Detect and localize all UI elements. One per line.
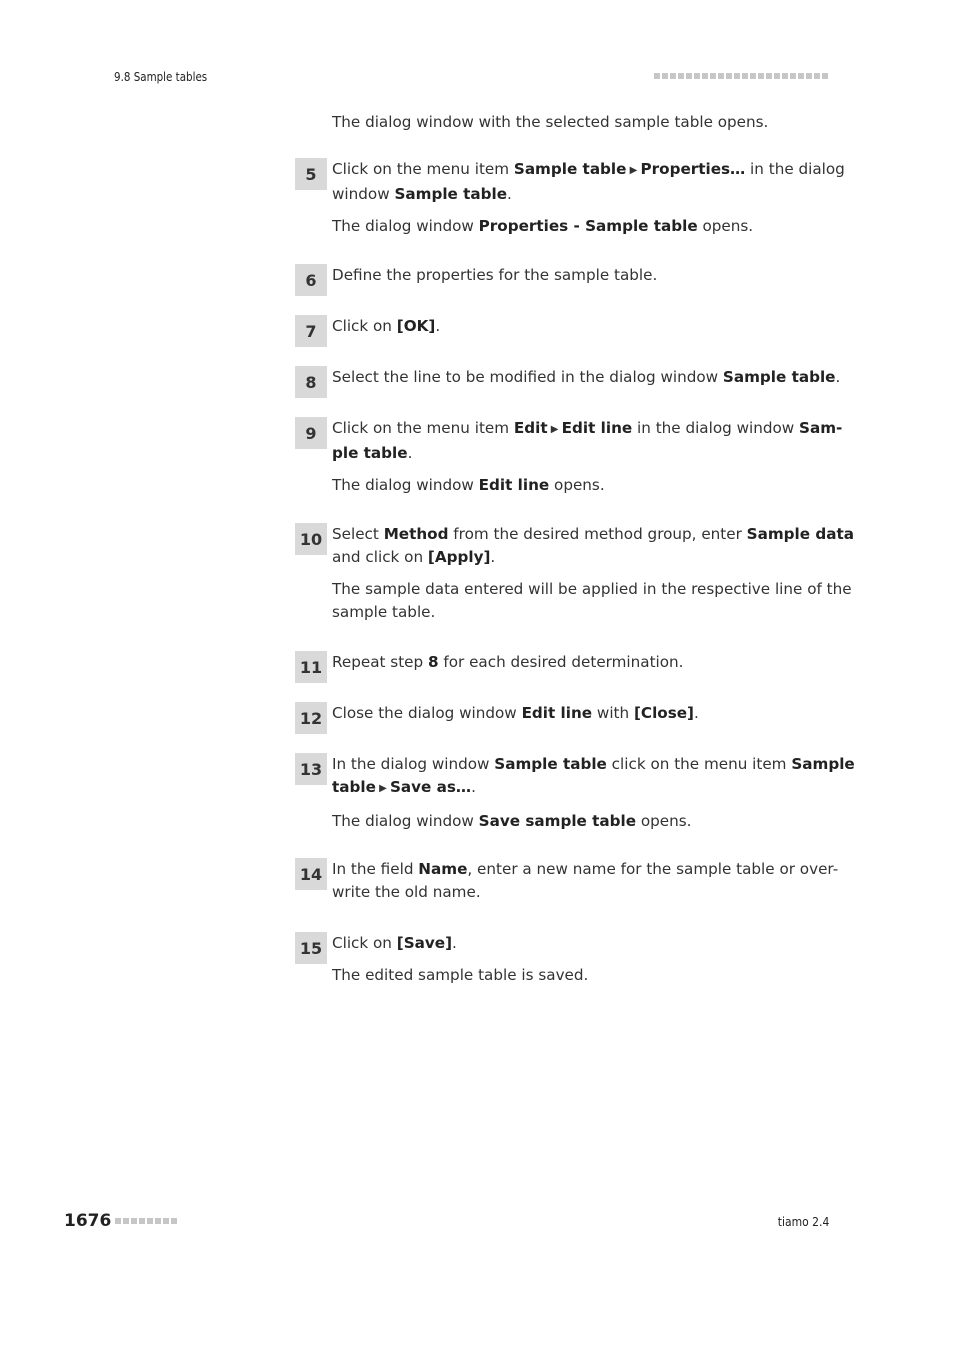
text: for each desired determination.: [438, 653, 684, 671]
step-number: 12: [295, 702, 327, 734]
text: The dialog window: [332, 476, 479, 494]
ui-term: Edit line: [521, 704, 593, 722]
step-instruction-line: [332, 858, 839, 881]
decoration-dot: [734, 73, 740, 79]
step-10: [295, 523, 854, 624]
decoration-dot: [798, 73, 804, 79]
text: opens.: [697, 217, 754, 235]
step-result: [332, 964, 835, 987]
text: The sample data entered will be applied in the respective line of the: [332, 580, 852, 598]
text: .: [435, 317, 441, 335]
decoration-dot: [686, 73, 692, 79]
step-result: [332, 578, 852, 624]
ui-term: Properties - Sample table: [478, 217, 698, 235]
step-body: [332, 315, 835, 338]
text: .: [407, 444, 413, 462]
decoration-dot: [806, 73, 812, 79]
decoration-dot: [710, 73, 716, 79]
text: click on the menu item: [606, 755, 792, 773]
decoration-dot: [147, 1218, 153, 1224]
step-instruction: [332, 753, 855, 801]
ui-term: ple table: [332, 444, 408, 462]
step-instruction-line: [332, 417, 843, 442]
step-number: 10: [295, 523, 327, 555]
decoration-dot: [718, 73, 724, 79]
decoration-dot: [654, 73, 660, 79]
ui-term: Sample: [791, 755, 855, 773]
step-instruction: [332, 702, 835, 725]
step-12: [295, 702, 835, 728]
step-result-line: [332, 601, 835, 624]
step-instruction: [332, 523, 854, 569]
ui-term: [OK]: [396, 317, 436, 335]
decoration-dot: [662, 73, 668, 79]
ui-term: 8: [427, 653, 439, 671]
step-number: 13: [295, 753, 327, 785]
step-body: [332, 264, 835, 287]
text: Click on the menu item: [332, 160, 514, 178]
step-instruction-line: [332, 753, 855, 776]
step-instruction-line: [332, 702, 835, 725]
step-number: 11: [295, 651, 327, 683]
text: .: [694, 704, 699, 722]
text: in the dialog: [745, 160, 845, 178]
text: from the desired method group, enter: [448, 525, 747, 543]
ui-term: Sample table: [722, 368, 836, 386]
step-instruction-line: [332, 776, 835, 801]
decoration-dot: [123, 1218, 129, 1224]
step-7: [295, 315, 835, 341]
text: with: [592, 704, 634, 722]
text: .: [452, 934, 457, 952]
text: In the field: [332, 860, 419, 878]
step-instruction: [332, 858, 839, 904]
step-instruction-line: [332, 366, 841, 389]
text: .: [507, 185, 512, 203]
page-number: 1676: [64, 1211, 112, 1231]
step-instruction-line: [332, 523, 854, 546]
decoration-dot: [758, 73, 764, 79]
step-15: [295, 932, 835, 987]
ui-term: [Close]: [633, 704, 694, 722]
step-instruction-line: [332, 546, 835, 569]
ui-term: Edit line: [561, 419, 633, 437]
step-instruction: [332, 366, 841, 389]
decoration-dot: [766, 73, 772, 79]
decoration-dot: [171, 1218, 177, 1224]
step-result-line: [332, 578, 852, 601]
step-instruction-line: [332, 315, 835, 338]
step-body: [332, 417, 843, 497]
text: Click on the menu item: [332, 419, 514, 437]
step-9: [295, 417, 843, 497]
decoration-dot: [726, 73, 732, 79]
step-result: [332, 215, 835, 238]
ui-term: [Save]: [396, 934, 453, 952]
step-body: [332, 651, 835, 674]
ui-term: Sample data: [746, 525, 854, 543]
step-instruction-line: [332, 651, 835, 674]
ui-term: Name: [418, 860, 468, 878]
step-result: [332, 810, 835, 833]
decoration-dot: [742, 73, 748, 79]
product-name: tiamo 2.4: [777, 1215, 829, 1229]
step-body: [332, 858, 839, 904]
menu-arrow: ▶: [375, 783, 390, 794]
menu-arrow: ▶: [626, 165, 641, 176]
step-number: 7: [295, 315, 327, 347]
decoration-dot: [139, 1218, 145, 1224]
text: The edited sample table is saved.: [332, 966, 589, 984]
text: opens.: [636, 812, 692, 830]
decoration-dot: [678, 73, 684, 79]
text: In the dialog window: [332, 755, 495, 773]
ui-term: Sample table: [513, 160, 627, 178]
step-number: 15: [295, 932, 327, 964]
ui-term: Edit: [513, 419, 548, 437]
ui-term: Save as…: [389, 778, 472, 796]
step-11: [295, 651, 835, 677]
ui-term: Sample table: [494, 755, 607, 773]
step-result: [332, 474, 835, 497]
menu-arrow: ▶: [547, 424, 562, 435]
step-instruction-line: [332, 442, 835, 465]
step-instruction: [332, 651, 835, 674]
step-number: 14: [295, 858, 327, 890]
text: in the dialog window: [632, 419, 800, 437]
step-5: [295, 158, 845, 238]
text: write the old name.: [332, 883, 481, 901]
decoration-dot: [155, 1218, 161, 1224]
step-instruction: [332, 315, 835, 338]
text: Select: [332, 525, 384, 543]
step-body: [332, 366, 841, 389]
decoration-dot: [115, 1218, 121, 1224]
text: The dialog window: [332, 217, 479, 235]
decoration-dot: [131, 1218, 137, 1224]
step-instruction: [332, 932, 835, 955]
decoration-dot: [702, 73, 708, 79]
step-result-line: [332, 964, 835, 987]
step-instruction: [332, 264, 835, 287]
text: Click on: [332, 934, 397, 952]
text: The dialog window: [332, 812, 479, 830]
text: Define the properties for the sample table.: [332, 266, 658, 284]
step-instruction-line: [332, 158, 845, 183]
ui-term: table: [332, 778, 376, 796]
step-number: 9: [295, 417, 327, 449]
step-body: [332, 932, 835, 987]
text: window: [332, 185, 395, 203]
text: Repeat step: [332, 653, 428, 671]
step-instruction-line: [332, 932, 835, 955]
step-instruction-line: [332, 264, 835, 287]
decoration-dot: [782, 73, 788, 79]
section-label: 9.8 Sample tables: [114, 70, 208, 84]
decoration-dot: [822, 73, 828, 79]
header-decoration-dots: [654, 73, 828, 79]
step-body: [332, 523, 854, 624]
ui-term: Sample table: [394, 185, 508, 203]
ui-term: [Apply]: [427, 548, 491, 566]
decoration-dot: [670, 73, 676, 79]
ui-term: Properties…: [640, 160, 746, 178]
step-number: 5: [295, 158, 327, 190]
step-result-line: [332, 474, 835, 497]
step-13: [295, 753, 855, 833]
step-number: 6: [295, 264, 327, 296]
step-instruction: [332, 158, 845, 206]
ui-term: Sam-: [799, 419, 843, 437]
decoration-dot: [750, 73, 756, 79]
step-instruction-line: [332, 183, 835, 206]
decoration-dot: [694, 73, 700, 79]
text: Select the line to be modified in the dialog window: [332, 368, 723, 386]
step-8: [295, 366, 841, 392]
footer-decoration-dots: [115, 1218, 177, 1224]
text: opens.: [549, 476, 605, 494]
step-body: [332, 158, 845, 238]
step-6: [295, 264, 835, 290]
text: .: [471, 778, 476, 796]
decoration-dot: [774, 73, 780, 79]
text: Click on: [332, 317, 397, 335]
step-body: [332, 753, 855, 833]
step-instruction: [332, 417, 843, 465]
text: sample table.: [332, 603, 436, 621]
decoration-dot: [814, 73, 820, 79]
step-result-line: [332, 215, 835, 238]
text: and click on: [332, 548, 428, 566]
ui-term: Save sample table: [478, 812, 637, 830]
text: .: [835, 368, 841, 386]
ui-term: Edit line: [478, 476, 550, 494]
step-body: [332, 702, 835, 725]
step-instruction-line: [332, 881, 835, 904]
text: Close the dialog window: [332, 704, 522, 722]
step-number: 8: [295, 366, 327, 398]
text: , enter a new name for the sample table or over-: [467, 860, 839, 878]
intro-text: The dialog window with the selected sample table opens.: [332, 113, 769, 131]
step-result-line: [332, 810, 835, 833]
ui-term: Method: [383, 525, 449, 543]
decoration-dot: [163, 1218, 169, 1224]
text: .: [490, 548, 496, 566]
step-14: [295, 858, 839, 904]
decoration-dot: [790, 73, 796, 79]
